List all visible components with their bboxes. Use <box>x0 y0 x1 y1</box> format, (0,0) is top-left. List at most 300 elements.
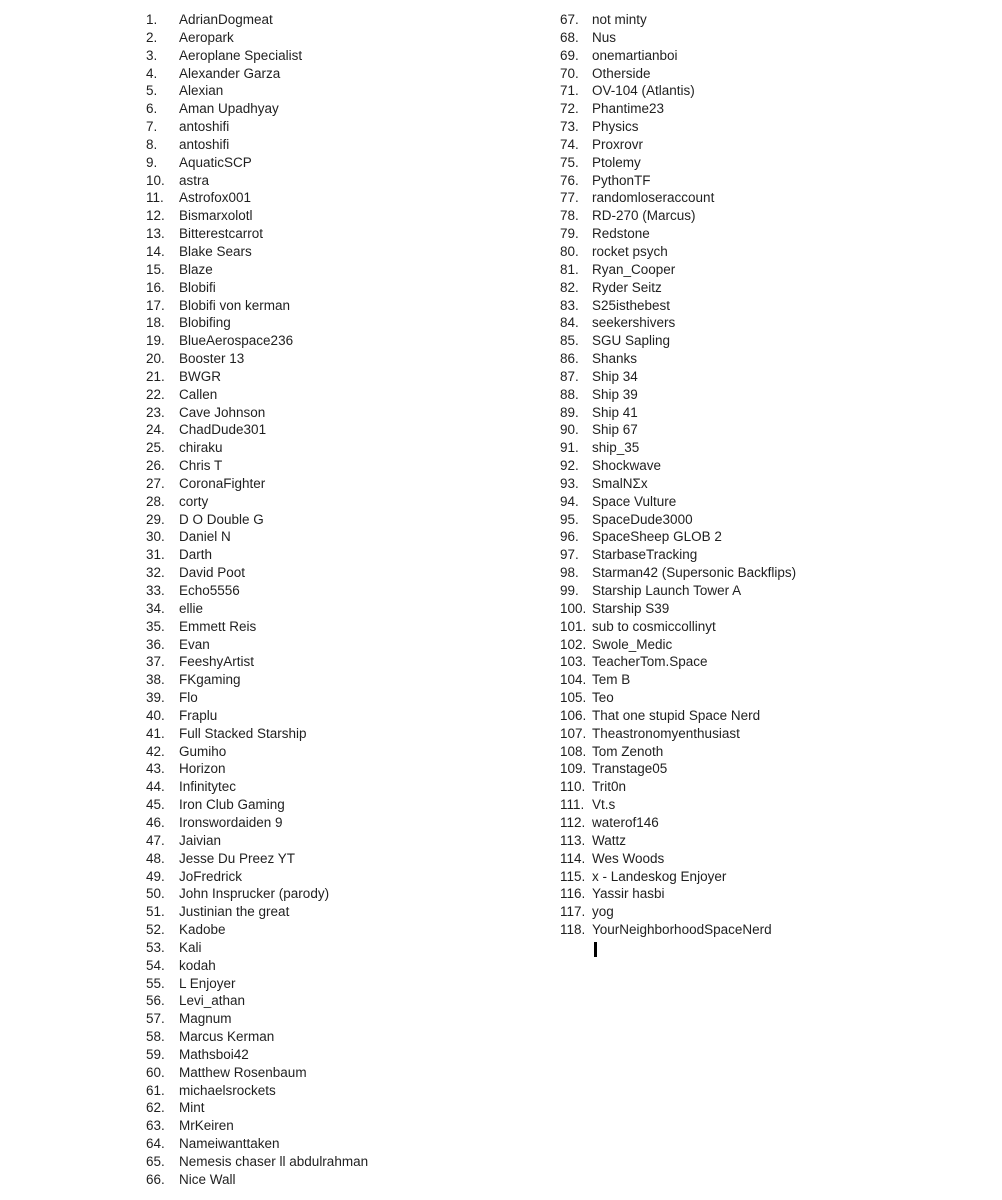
list-item[interactable] <box>560 778 796 796</box>
list-item[interactable] <box>146 850 368 868</box>
list-item[interactable] <box>560 172 796 190</box>
list-item-number: 30. <box>146 529 165 545</box>
list-item[interactable] <box>146 921 368 939</box>
list-item[interactable] <box>146 1117 368 1135</box>
list-item[interactable] <box>146 421 368 439</box>
list-item[interactable] <box>146 100 368 118</box>
list-item[interactable] <box>560 850 796 868</box>
list-item-name: FeeshyArtist <box>179 654 255 670</box>
list-item[interactable] <box>146 493 368 511</box>
list-item-number: 10. <box>146 172 165 188</box>
list-item-name: ChadDude301 <box>179 422 267 438</box>
list-item[interactable] <box>146 1028 368 1046</box>
list-item[interactable] <box>560 743 796 761</box>
list-item[interactable] <box>146 760 368 778</box>
list-item[interactable] <box>560 457 796 475</box>
list-item-name: David Poot <box>179 565 246 581</box>
list-item[interactable] <box>560 493 796 511</box>
list-item-name: Chris T <box>179 458 223 474</box>
list-item-number: 77. <box>560 190 579 206</box>
list-item[interactable] <box>146 439 368 457</box>
list-item[interactable] <box>560 564 796 582</box>
list-item-number: 9. <box>146 154 158 170</box>
list-item-number: 83. <box>560 297 579 313</box>
list-item-number: 13. <box>146 226 165 242</box>
list-item-name: Levi_athan <box>179 993 246 1009</box>
list-item-name: SGU Sapling <box>592 333 671 349</box>
list-item[interactable] <box>146 618 368 636</box>
list-item-name: Starship S39 <box>592 600 670 616</box>
list-item[interactable] <box>560 65 796 83</box>
list-item-number: 55. <box>146 975 165 991</box>
list-item[interactable] <box>560 475 796 493</box>
list-item[interactable] <box>560 796 796 814</box>
list-item-name: Nice Wall <box>179 1171 236 1187</box>
list-item[interactable] <box>146 350 368 368</box>
list-item-number: 63. <box>146 1118 165 1134</box>
list-item-number: 3. <box>146 47 158 63</box>
list-item[interactable] <box>560 207 796 225</box>
list-item-name: Theastronomyenthusiast <box>592 725 740 741</box>
list-item[interactable] <box>560 885 796 903</box>
list-item[interactable] <box>560 707 796 725</box>
list-item-name: Ryder Seitz <box>592 279 662 295</box>
list-item-number: 54. <box>146 957 165 973</box>
list-item[interactable] <box>146 1064 368 1082</box>
list-item[interactable] <box>146 511 368 529</box>
list-item[interactable] <box>146 600 368 618</box>
name-list-left-column <box>146 11 368 1189</box>
list-item-number: 27. <box>146 475 165 491</box>
list-item-number: 87. <box>560 368 579 384</box>
list-item-number: 31. <box>146 547 165 563</box>
list-item[interactable] <box>146 404 368 422</box>
list-item[interactable] <box>146 743 368 761</box>
list-item-name: randomloseraccount <box>592 190 715 206</box>
list-item-number: 101. <box>560 618 587 634</box>
list-item-name: Callen <box>179 386 218 402</box>
list-item-number: 14. <box>146 243 165 259</box>
list-item[interactable] <box>560 903 796 921</box>
list-item-number: 91. <box>560 440 579 456</box>
list-item-name: Blobifi von kerman <box>179 297 291 313</box>
list-item[interactable] <box>560 136 796 154</box>
list-item[interactable] <box>560 832 796 850</box>
list-item[interactable] <box>146 992 368 1010</box>
list-item-number: 82. <box>560 279 579 295</box>
list-item[interactable] <box>146 1153 368 1171</box>
list-item-name: Aeropark <box>179 29 234 45</box>
list-item-number: 33. <box>146 583 165 598</box>
list-item-name: Fraplu <box>179 707 218 723</box>
list-item-number: 36. <box>146 636 165 652</box>
list-item[interactable] <box>560 814 796 832</box>
list-item-name: Magnum <box>179 1011 232 1027</box>
list-item-name: Ship 41 <box>592 404 638 420</box>
list-item-number: 74. <box>560 136 579 152</box>
list-item-number: 35. <box>146 618 165 634</box>
list-item-name: Otherside <box>592 65 651 81</box>
list-item-number: 118. <box>560 922 586 938</box>
list-item[interactable] <box>560 82 796 100</box>
list-item-name: Bismarxolotl <box>179 208 253 224</box>
list-item-number: 49. <box>146 868 165 884</box>
list-item[interactable] <box>560 47 796 65</box>
list-item-name: JoFredrick <box>179 868 243 884</box>
list-item-name: Starman42 (Supersonic Backflips) <box>592 565 797 581</box>
list-item[interactable] <box>146 1171 368 1189</box>
list-item[interactable] <box>560 189 796 207</box>
list-item[interactable] <box>560 368 796 386</box>
list-item-name: SpaceSheep GLOB 2 <box>592 529 722 545</box>
list-item-name: Blobifing <box>179 315 231 331</box>
list-item-number: 113. <box>560 832 586 848</box>
list-item[interactable] <box>560 725 796 743</box>
list-item[interactable] <box>146 243 368 261</box>
list-item[interactable] <box>146 939 368 957</box>
list-item-name: ellie <box>179 600 204 616</box>
list-item-name: Ship 67 <box>592 422 638 438</box>
list-item[interactable] <box>146 47 368 65</box>
list-item-number: 110. <box>560 779 586 795</box>
list-item-name: kodah <box>179 957 216 973</box>
list-item-number: 50. <box>146 886 165 902</box>
list-item-number: 104. <box>560 672 587 688</box>
list-item-name: StarbaseTracking <box>592 547 698 563</box>
list-item[interactable] <box>146 65 368 83</box>
list-item[interactable] <box>560 760 796 778</box>
list-item[interactable] <box>560 243 796 261</box>
list-item-number: 21. <box>146 368 165 384</box>
list-item-number: 97. <box>560 547 579 563</box>
list-item-name: Proxrovr <box>592 136 644 152</box>
list-item[interactable] <box>146 778 368 796</box>
list-item[interactable] <box>560 100 796 118</box>
list-item[interactable] <box>146 582 368 600</box>
list-item[interactable] <box>146 885 368 903</box>
list-item-name: Tom Zenoth <box>592 743 664 759</box>
list-item[interactable] <box>146 653 368 671</box>
list-item-number: 52. <box>146 922 165 938</box>
list-item-name: Iron Club Gaming <box>179 797 285 813</box>
list-item[interactable] <box>146 82 368 100</box>
list-item[interactable] <box>146 564 368 582</box>
list-item-name: SpaceDude3000 <box>592 511 693 527</box>
list-item-name: Bitterestcarrot <box>179 226 264 242</box>
list-item-name: michaelsrockets <box>179 1082 276 1098</box>
list-item[interactable] <box>146 832 368 850</box>
list-item-number: 81. <box>560 261 579 277</box>
list-item[interactable] <box>146 136 368 154</box>
list-item-name: Tem B <box>592 672 631 688</box>
list-item-number: 100. <box>560 600 587 616</box>
list-item-number: 2. <box>146 29 158 45</box>
list-item[interactable] <box>560 511 796 529</box>
name-list-right-column <box>560 11 796 939</box>
list-item-name: MrKeiren <box>179 1118 234 1134</box>
list-item-name: Flo <box>179 690 198 706</box>
list-item-number: 79. <box>560 226 579 242</box>
list-item-name: Blake Sears <box>179 243 252 259</box>
list-item-number: 64. <box>146 1136 165 1152</box>
list-item[interactable] <box>146 868 368 886</box>
list-item[interactable] <box>146 814 368 832</box>
list-item[interactable] <box>146 207 368 225</box>
list-item-name: waterof146 <box>592 814 659 830</box>
list-item[interactable] <box>146 796 368 814</box>
list-item-name: John Insprucker (parody) <box>179 886 330 902</box>
list-item-number: 103. <box>560 654 587 670</box>
list-item[interactable] <box>560 618 796 636</box>
list-item-name: antoshifi <box>179 119 230 135</box>
list-item-number: 46. <box>146 814 165 830</box>
list-item[interactable] <box>560 671 796 689</box>
list-item[interactable] <box>146 386 368 404</box>
list-item-number: 18. <box>146 315 165 331</box>
list-item-number: 44. <box>146 779 165 795</box>
list-item-name: Cave Johnson <box>179 404 266 420</box>
list-item[interactable] <box>146 707 368 725</box>
list-item[interactable] <box>146 475 368 493</box>
list-item-number: 7. <box>146 119 158 135</box>
list-item[interactable] <box>146 546 368 564</box>
list-item[interactable] <box>560 279 796 297</box>
list-item-number: 60. <box>146 1064 165 1080</box>
list-item-number: 40. <box>146 707 165 723</box>
list-item-name: D O Double G <box>179 511 264 527</box>
list-item[interactable] <box>146 1135 368 1153</box>
list-item[interactable] <box>146 29 368 47</box>
list-item-name: S25isthebest <box>592 297 671 313</box>
list-item-name: Shockwave <box>592 458 662 474</box>
list-item-name: YourNeighborhoodSpaceNerd <box>592 922 772 938</box>
list-item-name: Swole_Medic <box>592 636 673 652</box>
list-item[interactable] <box>146 975 368 993</box>
list-item-name: SmalNΣx <box>592 475 648 491</box>
list-item-name: Alexander Garza <box>179 65 281 81</box>
list-item[interactable] <box>560 154 796 172</box>
list-item-name: Booster 13 <box>179 351 245 367</box>
list-item[interactable] <box>146 671 368 689</box>
list-item-number: 93. <box>560 475 579 491</box>
list-item-name: Yassir hasbi <box>592 886 665 902</box>
list-item-name: Ship 34 <box>592 368 638 384</box>
list-item[interactable] <box>560 350 796 368</box>
list-item-name: Horizon <box>179 761 226 777</box>
list-item[interactable] <box>146 172 368 190</box>
list-item-name: Nemesis chaser ll abdulrahman <box>179 1154 369 1169</box>
list-item[interactable] <box>146 189 368 207</box>
list-item[interactable] <box>146 1082 368 1100</box>
list-item-number: 16. <box>146 279 165 295</box>
list-item-name: Aeroplane Specialist <box>179 47 303 63</box>
list-item-name: Shanks <box>592 351 638 367</box>
list-item-name: Redstone <box>592 226 650 242</box>
list-item-number: 66. <box>146 1171 165 1187</box>
list-item[interactable] <box>560 332 796 350</box>
list-item-number: 85. <box>560 333 579 349</box>
list-item-name: Space Vulture <box>592 493 677 509</box>
list-item-number: 90. <box>560 422 579 438</box>
list-item-name: Jesse Du Preez YT <box>179 850 296 866</box>
list-item-number: 116. <box>560 886 586 902</box>
list-item[interactable] <box>146 957 368 975</box>
list-item-name: Teo <box>592 690 614 706</box>
list-item[interactable] <box>560 653 796 671</box>
list-item-name: antoshifi <box>179 136 230 152</box>
list-item[interactable] <box>560 386 796 404</box>
list-item[interactable] <box>146 118 368 136</box>
list-item[interactable] <box>560 421 796 439</box>
list-item-name: Matthew Rosenbaum <box>179 1064 307 1080</box>
list-item[interactable] <box>560 528 796 546</box>
list-item-number: 71. <box>560 83 579 99</box>
list-item-number: 102. <box>560 636 587 652</box>
list-item-name: Nus <box>592 29 617 45</box>
list-item-name: Jaivian <box>179 832 222 848</box>
list-item-number: 98. <box>560 565 579 581</box>
list-item-number: 41. <box>146 725 165 741</box>
list-item-number: 23. <box>146 404 165 420</box>
list-item[interactable] <box>560 261 796 279</box>
list-item-number: 61. <box>146 1082 165 1098</box>
list-item[interactable] <box>146 261 368 279</box>
list-item[interactable] <box>560 29 796 47</box>
list-item-number: 89. <box>560 404 579 420</box>
list-item-number: 109. <box>560 761 587 777</box>
list-item-name: Transtage05 <box>592 761 668 777</box>
list-item-number: 111. <box>560 797 585 813</box>
list-item-number: 19. <box>146 333 165 349</box>
list-item[interactable] <box>560 11 796 29</box>
list-item-name: RD-270 (Marcus) <box>592 208 696 224</box>
list-item-number: 39. <box>146 690 165 706</box>
list-item[interactable] <box>560 689 796 707</box>
list-item-number: 51. <box>146 904 165 920</box>
list-item-name: Ptolemy <box>592 154 641 170</box>
list-item[interactable] <box>146 332 368 350</box>
list-item-name: AquaticSCP <box>179 154 252 170</box>
list-item[interactable] <box>146 314 368 332</box>
list-item-number: 58. <box>146 1029 165 1045</box>
list-item-name: Wes Woods <box>592 850 665 866</box>
list-item-name: FKgaming <box>179 672 241 688</box>
list-item-number: 69. <box>560 47 579 63</box>
list-item-name: Gumiho <box>179 743 227 759</box>
list-item[interactable] <box>146 528 368 546</box>
list-item[interactable] <box>146 279 368 297</box>
list-item-name: chiraku <box>179 440 223 456</box>
list-item-number: 29. <box>146 511 165 527</box>
list-item[interactable] <box>146 725 368 743</box>
list-item-number: 78. <box>560 208 579 224</box>
list-item[interactable] <box>560 225 796 243</box>
list-item-number: 72. <box>560 101 579 117</box>
list-item-name: Physics <box>592 119 639 135</box>
list-item[interactable] <box>146 689 368 707</box>
list-item-number: 45. <box>146 797 165 813</box>
list-item-name: Darth <box>179 547 213 563</box>
list-item-number: 117. <box>560 904 586 920</box>
list-item[interactable] <box>560 297 796 315</box>
list-item-name: Mint <box>179 1100 205 1116</box>
list-item-name: Mathsboi42 <box>179 1046 249 1062</box>
list-item-number: 20. <box>146 351 165 367</box>
list-item-name: Emmett Reis <box>179 618 257 634</box>
list-item-number: 62. <box>146 1100 165 1116</box>
list-item-name: Starship Launch Tower A <box>592 583 742 598</box>
list-item[interactable] <box>560 439 796 457</box>
list-item-name: Ironswordaiden 9 <box>179 814 283 830</box>
list-item-number: 107. <box>560 725 587 741</box>
list-item-name: PythonTF <box>592 172 651 188</box>
list-item-name: astra <box>179 172 210 188</box>
list-item-number: 112. <box>560 814 586 830</box>
list-item[interactable] <box>560 868 796 886</box>
list-item-name: Kadobe <box>179 922 226 938</box>
list-item[interactable] <box>146 368 368 386</box>
list-item-name: Echo5556 <box>179 583 240 598</box>
list-item[interactable] <box>146 1046 368 1064</box>
list-item-number: 115. <box>560 868 586 884</box>
list-item-number: 11. <box>146 190 164 206</box>
list-item[interactable] <box>146 154 368 172</box>
list-item-number: 96. <box>560 529 579 545</box>
list-item-number: 25. <box>146 440 165 456</box>
list-item-number: 43. <box>146 761 165 777</box>
list-item-name: Astrofox001 <box>179 190 252 206</box>
list-item[interactable] <box>560 636 796 654</box>
list-item-number: 34. <box>146 600 165 616</box>
list-item[interactable] <box>146 457 368 475</box>
list-item[interactable] <box>560 314 796 332</box>
list-item[interactable] <box>146 903 368 921</box>
list-item-name: Wattz <box>592 832 627 848</box>
list-item[interactable] <box>146 11 368 29</box>
list-item-number: 12. <box>146 208 165 224</box>
list-item-name: Alexian <box>179 83 224 99</box>
list-item[interactable] <box>560 118 796 136</box>
list-item-name: BWGR <box>179 368 221 384</box>
list-item[interactable] <box>560 546 796 564</box>
list-item[interactable] <box>146 297 368 315</box>
list-item-name: Vt.s <box>592 797 616 813</box>
list-item[interactable] <box>146 1099 368 1117</box>
list-item-number: 68. <box>560 29 579 45</box>
list-item-number: 8. <box>146 136 158 152</box>
list-item[interactable] <box>560 404 796 422</box>
list-item-number: 94. <box>560 493 579 509</box>
list-item[interactable] <box>560 600 796 618</box>
list-item-name: x - Landeskog Enjoyer <box>592 868 727 884</box>
list-item-number: 4. <box>146 65 158 81</box>
list-item[interactable] <box>146 636 368 654</box>
list-item-number: 28. <box>146 493 165 509</box>
list-item-name: Ryan_Cooper <box>592 261 676 277</box>
list-item[interactable] <box>146 225 368 243</box>
list-item-number: 22. <box>146 386 165 402</box>
list-item[interactable] <box>560 921 796 939</box>
list-item[interactable] <box>560 582 796 600</box>
list-item-number: 86. <box>560 351 579 367</box>
list-item-name: corty <box>179 493 209 509</box>
list-item[interactable] <box>146 1010 368 1028</box>
list-item-name: Aman Upadhyay <box>179 101 279 117</box>
list-item-number: 26. <box>146 458 165 474</box>
list-item-number: 95. <box>560 511 579 527</box>
list-item-name: BlueAerospace236 <box>179 333 294 349</box>
list-item-number: 17. <box>146 297 165 313</box>
